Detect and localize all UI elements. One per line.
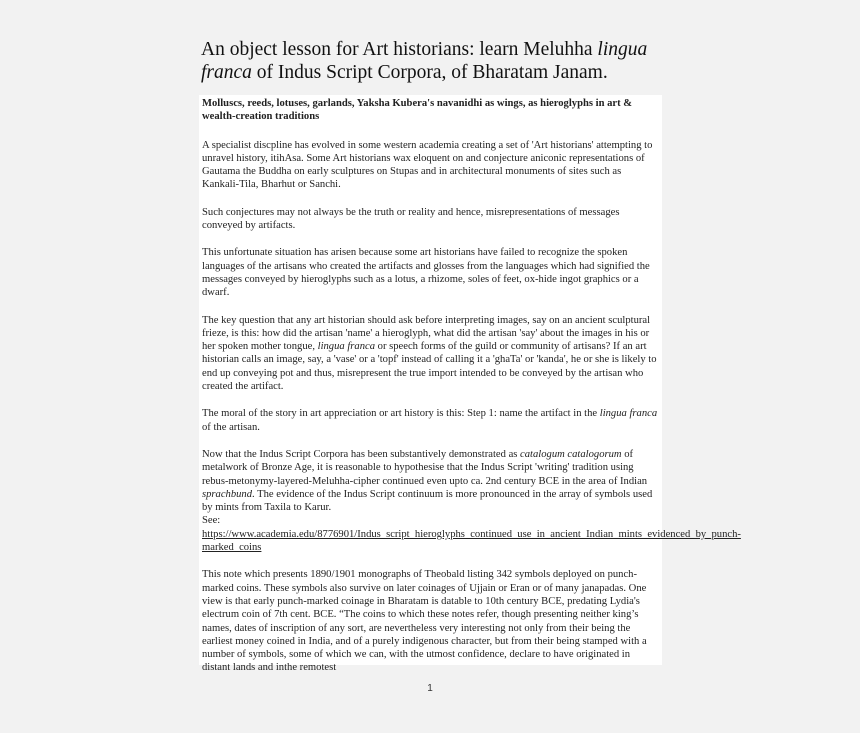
p4-text-a: The key question that any art historian should ask before interpreting images, say on an ancient sculptural frieze, is this: how did the artisan 'name' a hieroglyph, what did the artisan 'say' about the images in his or her spoken mother tongue, (202, 314, 651, 353)
p6-italic-2: sprachbund (202, 488, 253, 500)
paragraph-4 (202, 314, 660, 394)
section-heading: Molluscs, reeds, lotuses, garlands, Yaksha Kubera's navanidhi as wings, as hieroglyphs in art & wealth-creation traditions (202, 98, 633, 123)
paragraph-1: A specialist discpline has evolved in some western academia creating a set of 'Art historians' attempting to unravel history, itihAsa. Some Art historians wax eloquent on and conjecture aniconic representations of Gautama the Buddha on early sculptures on Stupas and in architectural monuments of sites such as Kankali-Tila, Bharhut or Sanchi. (202, 139, 653, 191)
p5-italic: lingua franca (599, 408, 658, 420)
title-part1: An object lesson for Art historians: learn Meluhha (201, 39, 598, 60)
title-part2: of Indus Script Corpora, of Bharatam Janam. (251, 62, 608, 83)
p5-text-b: of the artisan. (202, 421, 260, 433)
academia-link[interactable]: https://www.academia.edu/8776901/Indus_script_hieroglyphs_continued_use_in_ancient_Indian_mints_evidenced_by_punch-marked_coins (202, 528, 741, 554)
p5-text-a: The moral of the story in art appreciation or art history is this: Step 1: name the artifact in the (202, 408, 600, 420)
paragraph-2: Such conjectures may not always be the truth or reality and hence, misrepresentations of messages conveyed by artifacts. (202, 206, 620, 232)
paragraph-5 (202, 407, 660, 434)
p6-text-b: of metalwork of Bronze Age, it is reasonable to hypothesise that the Indus Script 'writing' tradition using rebus-metonymy-layered-Meluhha-cipher continued even upto ca. 2nd century BCE in the area of Indian (202, 448, 648, 487)
paragraph-7: This note which presents 1890/1901 monographs of Theobald listing 342 symbols deployed on punch-marked coins. These symbols also survive on later coinages of Ujjain or Eran or of many janapadas. One view is that early punch-marked coinage in Bharatam is datable to 10th century BCE, predating Lydia's electrum coin of 7th cent. BCE. “The coins to which these notes refer, though presenting neither king’s names, dates of inscription of any sort, are nevertheless very interesting not only from their being the earliest money coined in India, and of a purely indigenous character, but from their being stamped with a number of symbols, some of which we can, with the utmost confidence, declare to have originated in distant lands and inthe remotest (202, 569, 647, 674)
paragraph-3: This unfortunate situation has arisen because some art historians have failed to recognize the spoken languages of the artisans who created the artifacts and glosses from the languages which had signified the messages conveyed by hieroglyphs such as a lotus, a rhizome, soles of feet, ox-hide ingot graphics or a dwarf. (202, 247, 650, 299)
document-title (201, 38, 671, 84)
p6-text-c: . The evidence of the Indus Script continuum is more pronounced in the array of symbols used by mints from Taxila to Karur. (202, 488, 653, 514)
paragraph-6 (202, 448, 741, 554)
see-label: See: (202, 515, 221, 527)
p4-italic: lingua franca (317, 341, 376, 353)
page-number: 1 (427, 683, 433, 694)
p6-text-a: Now that the Indus Script Corpora has been substantively demonstrated as (202, 448, 521, 460)
title-italic: lingua franca (201, 39, 648, 83)
p4-text-b: or speech forms of the guild or community of artisans? If an art historian calls an image, say, a 'vase' or a 'topf' instead of calling it a 'ghaTa' or 'kanda', he or she is likely to end up conveying pot and thus, misrepresent the true import intended to be conveyed by the artisan who created the artifact. (202, 341, 657, 393)
p6-italic-1: catalogum catalogorum (520, 448, 622, 460)
page-body (202, 97, 741, 689)
